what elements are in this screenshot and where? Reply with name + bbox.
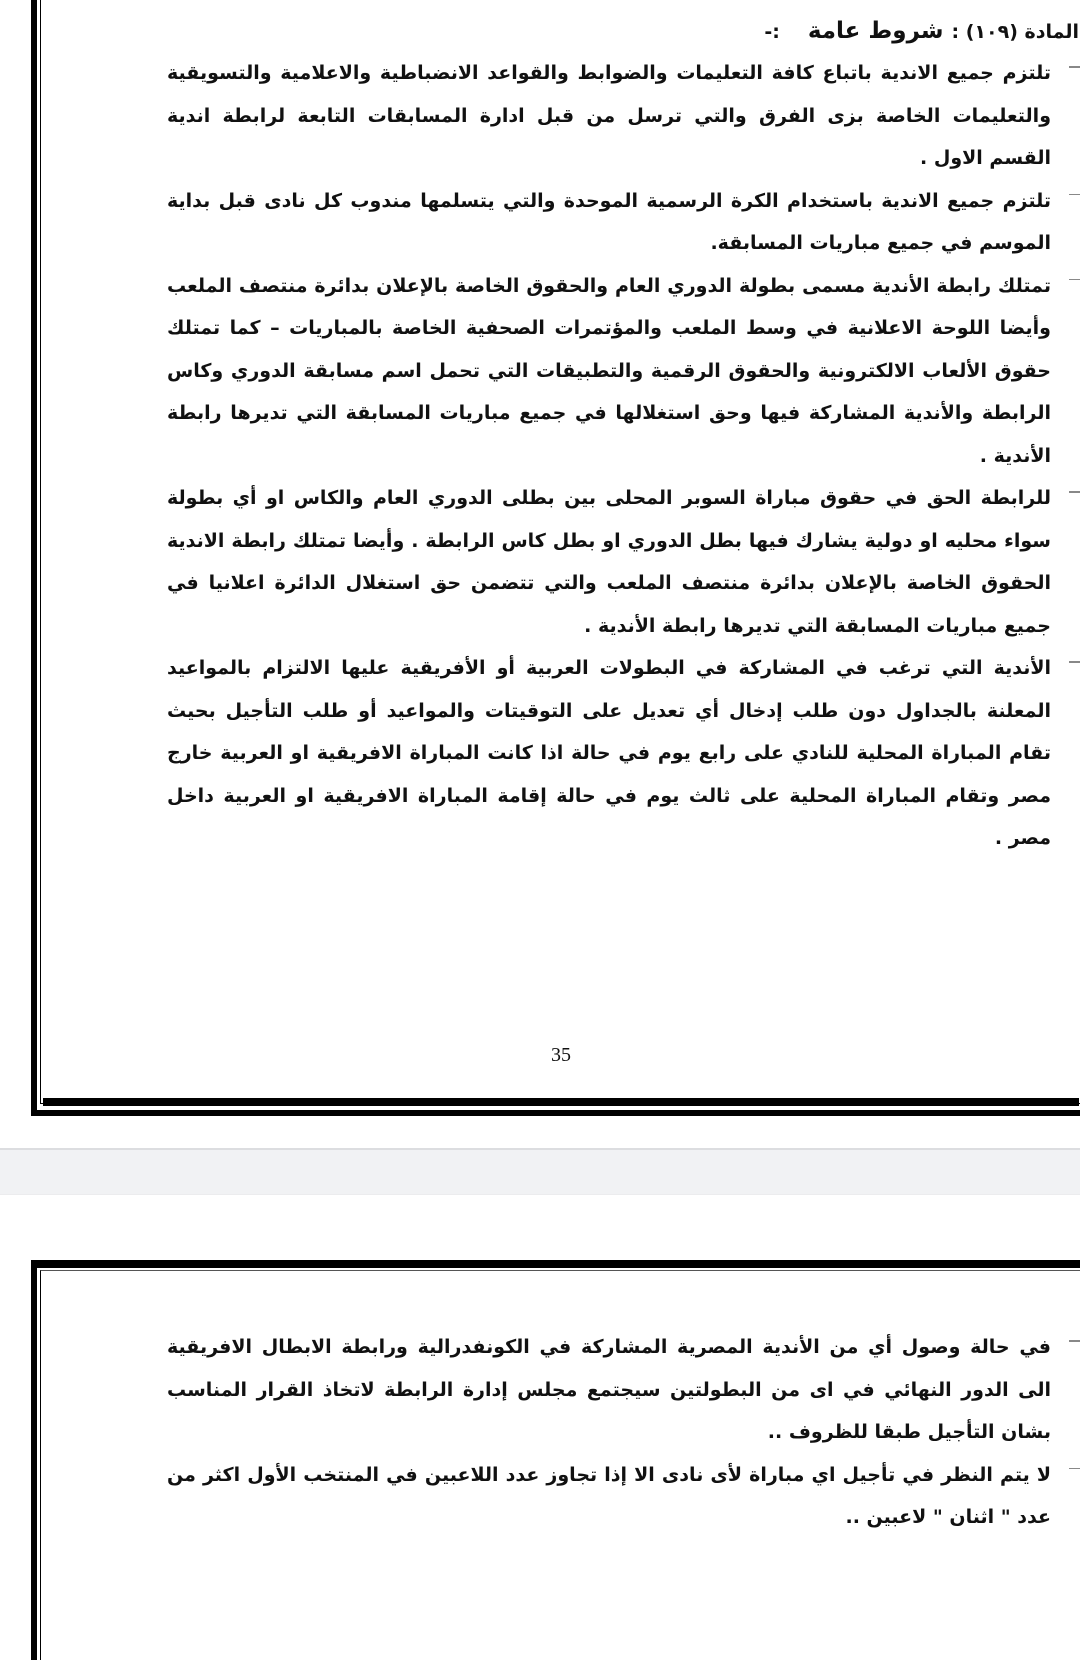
clause-item (167, 180, 1051, 265)
clause-text: الأندية التي ترغب في المشاركة في البطولات العربية أو الأفريقية عليها الالتزام بالمواعيد المعلنة بالجداول دون طلب إدخال أي تعديل على التوقيتات والمواعيد أو طلب التأجيل بحيث تقام المباراة المحلية للنادي على رابع يوم في حالة اذا كانت المباراة الافريقية او العربية خارج مصر وتقام المباراة المحلية على ثالث يوم في حالة إقامة المباراة الافريقية او العربية داخل مصر . (167, 657, 1051, 849)
dash-bullet-icon (1069, 477, 1080, 519)
page-separator (0, 1148, 1080, 1195)
clause-item (167, 265, 1051, 478)
clause-item (167, 647, 1051, 860)
page-content (167, 1326, 1051, 1539)
page-content (167, 10, 1079, 860)
clause-text: تلتزم جميع الاندية باستخدام الكرة الرسمية الموحدة والتي يتسلمها مندوب كل نادى قبل بداية الموسم في جميع مباريات المسابقة. (167, 189, 1051, 254)
clause-item (167, 477, 1051, 647)
dash-bullet-icon (1069, 647, 1080, 689)
clause-item (167, 1454, 1051, 1539)
document-page-35 (31, 0, 1080, 1116)
dash-bullet-icon (1069, 180, 1080, 222)
clause-emphasis: الدور النهائي (884, 1378, 1009, 1401)
clause-item (167, 52, 1051, 180)
dash-bullet-icon (1069, 1454, 1080, 1496)
article-label: المادة (١٠٩) : (951, 21, 1079, 43)
clause-text-before: في حالة وصول أي من الأندية المصرية المشاركة في الكونفدرالية ورابطة الابطال الافريقية الى (167, 1336, 1052, 1401)
dash-bullet-icon (1069, 265, 1080, 307)
article-suffix: :- (764, 21, 780, 43)
document-page-36 (31, 1260, 1080, 1660)
clause-text: تمتلك رابطة الأندية مسمى بطولة الدوري العام والحقوق الخاصة بالإعلان بدائرة منتصف الملعب وأيضا اللوحة الاعلانية في وسط الملعب والمؤتمرات الصحفية الخاصة بالمباريات – كما تمتلك حقوق الألعاب الالكترونية والحقوق الرقمية والتطبيقات التي تحمل اسم مسابقة الدوري وكاس الرابطة والأندية المشاركة فيها وحق استغلالها في جميع مباريات المسابقة التي تديرها رابطة الأندية . (167, 274, 1051, 467)
clause-text-after: في اى من البطولتين سيجتمع مجلس إدارة الرابطة لاتخاذ القرار المناسب بشان التأجيل طبقا للظروف .. (167, 1378, 1051, 1443)
page-number: 35 (551, 1044, 571, 1066)
dash-bullet-icon (1069, 1326, 1080, 1368)
article-title: شروط عامة (807, 18, 944, 44)
clause-text: تلتزم جميع الاندية باتباع كافة التعليمات والضوابط والقواعد الانضباطية والاعلامية والتسويقية والتعليمات الخاصة بزى الفرق والتي ترسل من قبل ادارة المسابقات التابعة لرابطة اندية القسم الاول . (167, 62, 1051, 169)
clause-text: لا يتم النظر في تأجيل اي مباراة لأى نادى الا إذا تجاوز عدد اللاعبين في المنتخب الأول اكثر من عدد " اثنان " لاعبين .. (167, 1463, 1051, 1528)
dash-bullet-icon (1069, 52, 1080, 94)
clause-item (167, 1326, 1051, 1454)
article-heading (167, 10, 1079, 52)
clause-text: للرابطة الحق في حقوق مباراة السوبر المحلى بين بطلى الدوري العام والكاس او أي بطولة سواء محليه او دولية يشارك فيها بطل الدوري او بطل كاس الرابطة . وأيضا تمتلك رابطة الاندية الحقوق الخاصة بالإعلان بدائرة منتصف الملعب والتي تتضمن حق استغلال الدائرة اعلانيا في جميع مباريات المسابقة التي تديرها رابطة الأندية . (167, 487, 1051, 637)
clause-text (167, 1326, 1051, 1454)
